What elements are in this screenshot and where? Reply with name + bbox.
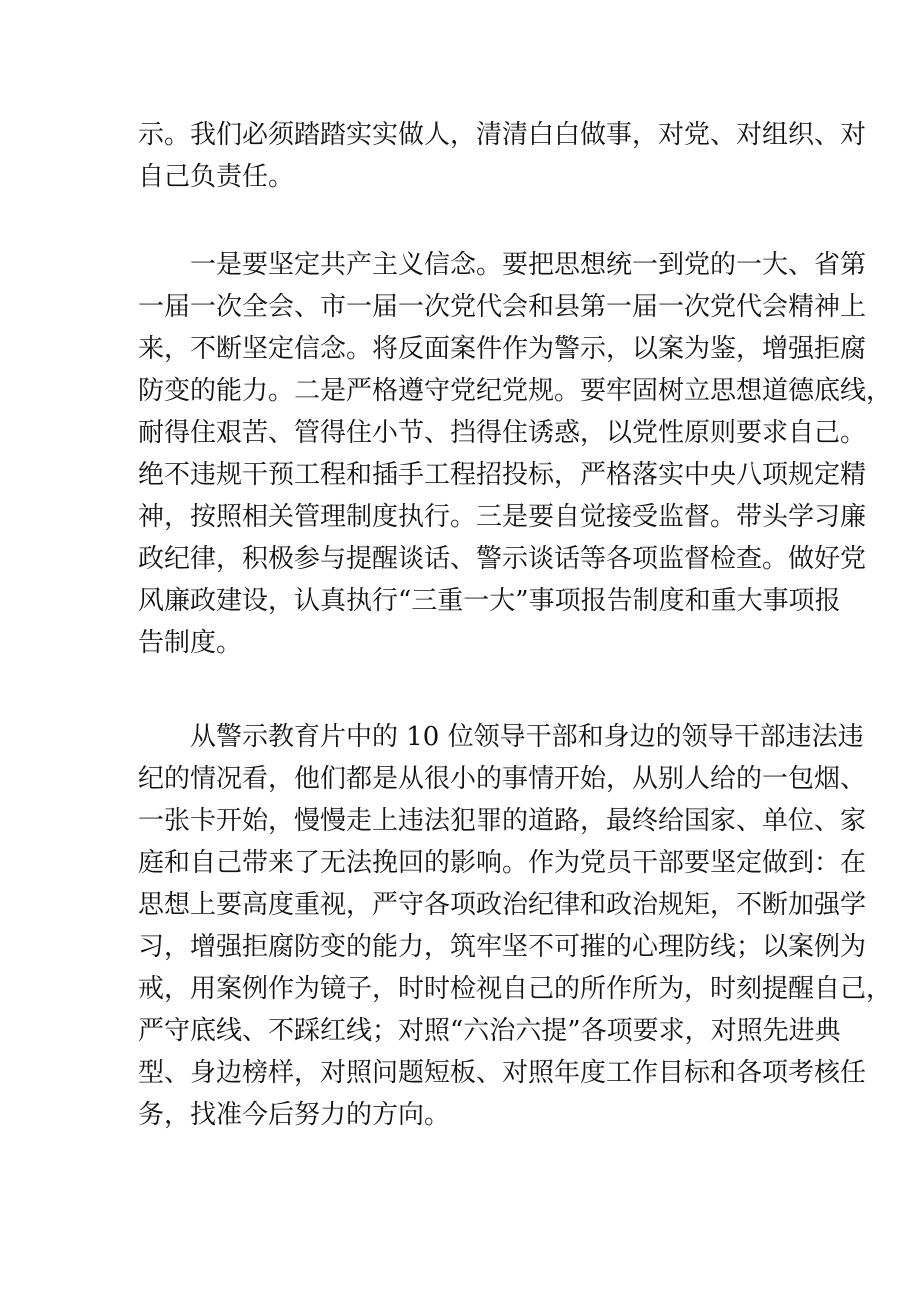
- paragraph-2-line-1: 一是要坚定共产主义信念。要把思想统一到党的一大、省第: [190, 250, 867, 280]
- paragraph-2-line-3: 来，不断坚定信念。将反面案件作为警示，以案为鉴，增强拒腐: [138, 334, 867, 364]
- paragraph-3-line-6: 习，增强拒腐防变的能力，筑牢坚不可摧的心理防线；以案例为: [138, 932, 867, 962]
- paragraph-2-line-2: 一届一次全会、市一届一次党代会和县第一届一次党代会精神上: [138, 292, 867, 322]
- paragraph-2-line-5: 耐得住艰苦、管得住小节、挡得住诱惑，以党性原则要求自己。: [138, 418, 867, 448]
- paragraph-3-line-9: 型、身边榜样，对照问题短板、对照年度工作目标和各项考核任: [138, 1058, 867, 1088]
- paragraph-3-line-2: 纪的情况看，他们都是从很小的事情开始，从别人给的一包烟、: [138, 764, 867, 794]
- paragraph-2-line-10: 告制度。: [138, 628, 243, 658]
- paragraph-2-line-8: 政纪律，积极参与提醒谈话、警示谈话等各项监督检查。做好党: [138, 544, 867, 574]
- paragraph-2-line-7: 神，按照相关管理制度执行。三是要自觉接受监督。带头学习廉: [138, 502, 867, 532]
- paragraph-3-line-5: 思想上要高度重视，严守各项政治纪律和政治规矩，不断加强学: [138, 890, 867, 920]
- paragraph-3-line-4: 庭和自己带来了无法挽回的影响。作为党员干部要坚定做到：在: [138, 848, 867, 878]
- paragraph-2-line-4: 防变的能力。二是严格遵守党纪党规。要牢固树立思想道德底线，: [138, 376, 893, 406]
- paragraph-1-line-2: 自己负责任。: [138, 162, 295, 192]
- paragraph-2-line-9: 风廉政建设，认真执行“三重一大”事项报告制度和重大事项报: [138, 586, 841, 616]
- paragraph-3-line-7: 戒，用案例作为镜子，时时检视自己的所作所为，时刻提醒自己，: [138, 974, 893, 1004]
- paragraph-3-line-3: 一张卡开始，慢慢走上违法犯罪的道路，最终给国家、单位、家: [138, 806, 867, 836]
- paragraph-3-line-8: 严守底线、不踩红线；对照“六治六提”各项要求，对照先进典: [138, 1016, 841, 1046]
- paragraph-3-line-1: 从警示教育片中的 10 位领导干部和身边的领导干部违法违: [190, 722, 864, 752]
- paragraph-2-line-6: 绝不违规干预工程和插手工程招投标，严格落实中央八项规定精: [138, 460, 867, 490]
- paragraph-1-line-1: 示。我们必须踏踏实实做人，清清白白做事，对党、对组织、对: [138, 120, 867, 150]
- paragraph-3-line-10: 务，找准今后努力的方向。: [138, 1100, 451, 1130]
